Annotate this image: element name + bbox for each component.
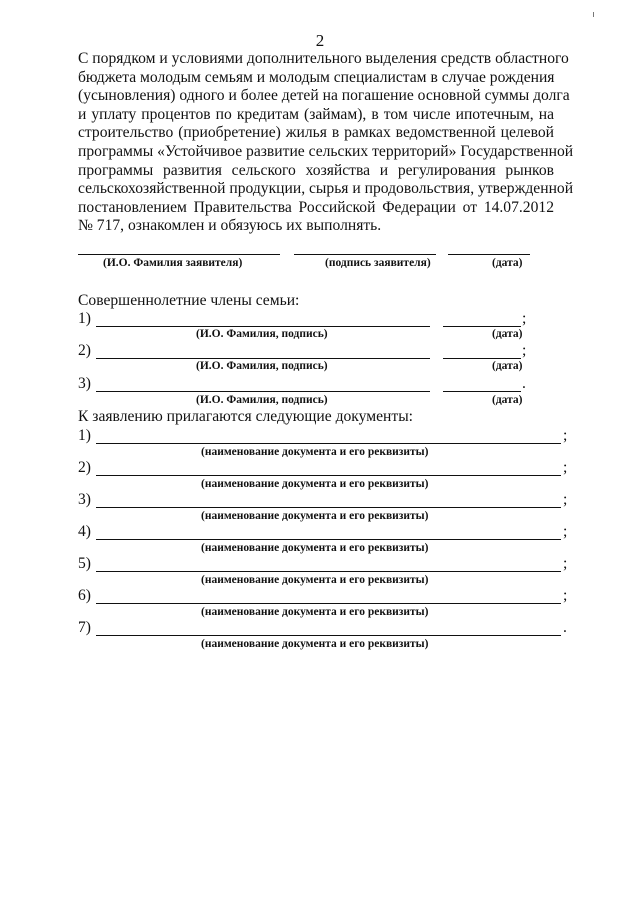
document-caption: (наименование документа и его реквизиты) xyxy=(201,638,429,650)
member-end-mark: . xyxy=(522,375,526,392)
document-field[interactable] xyxy=(96,603,561,604)
paragraph-line: и уплату процентов по кредитам (займам), в том числе ипотечным, на xyxy=(78,105,554,123)
document-number: 1) xyxy=(78,427,91,444)
member-number: 2) xyxy=(78,342,91,359)
paragraph-line: программы развития сельского хозяйства и регулирования рынков xyxy=(78,161,554,179)
document-caption: (наименование документа и его реквизиты) xyxy=(201,446,429,458)
document-end-mark: ; xyxy=(563,587,568,604)
member-caption: (И.О. Фамилия, подпись) xyxy=(196,394,328,406)
applicant-signature-caption: (подпись заявителя) xyxy=(325,257,431,269)
document-end-mark: ; xyxy=(563,491,568,508)
document-end-mark: ; xyxy=(563,523,568,540)
paragraph-line: постановлением Правительства Российской Федерации от 14.07.2012 xyxy=(78,198,554,216)
document-field[interactable] xyxy=(96,571,561,572)
applicant-date-field[interactable] xyxy=(448,254,530,255)
family-heading: Совершеннолетние члены семьи: xyxy=(78,292,300,309)
member-date-caption: (дата) xyxy=(492,360,523,372)
document-field[interactable] xyxy=(96,635,561,636)
document-number: 3) xyxy=(78,491,91,508)
member-end-mark: ; xyxy=(522,310,527,327)
member-caption: (И.О. Фамилия, подпись) xyxy=(196,360,328,372)
scan-speck xyxy=(593,12,594,17)
page-number: 2 xyxy=(315,31,325,50)
document-field[interactable] xyxy=(96,507,561,508)
document-end-mark: ; xyxy=(563,427,568,444)
member-number: 1) xyxy=(78,310,91,327)
document-number: 2) xyxy=(78,459,91,476)
member-date-field[interactable] xyxy=(443,326,521,327)
consent-paragraph xyxy=(78,50,574,236)
member-name-field[interactable] xyxy=(96,326,430,327)
member-date-field[interactable] xyxy=(443,358,521,359)
document-end-mark: ; xyxy=(563,459,568,476)
paragraph-line: С порядком и условиями дополнительного выделения средств областного xyxy=(78,50,569,67)
member-date-field[interactable] xyxy=(443,391,521,392)
document-number: 4) xyxy=(78,523,91,540)
applicant-name-field[interactable] xyxy=(78,254,280,255)
document-number: 6) xyxy=(78,587,91,604)
document-field[interactable] xyxy=(96,443,561,444)
applicant-name-caption: (И.О. Фамилия заявителя) xyxy=(103,257,243,269)
document-caption: (наименование документа и его реквизиты) xyxy=(201,478,429,490)
member-name-field[interactable] xyxy=(96,391,430,392)
document-number: 5) xyxy=(78,555,91,572)
member-end-mark: ; xyxy=(522,342,527,359)
document-field[interactable] xyxy=(96,539,561,540)
document-caption: (наименование документа и его реквизиты) xyxy=(201,510,429,522)
member-date-caption: (дата) xyxy=(492,328,523,340)
paragraph-line: сельскохозяйственной продукции, сырья и продовольствия, утвержденной xyxy=(78,180,574,198)
document-end-mark: . xyxy=(563,619,567,636)
member-number: 3) xyxy=(78,375,91,392)
document-end-mark: ; xyxy=(563,555,568,572)
paragraph-line: программы «Устойчивое развитие сельских территорий» Государственной xyxy=(78,142,574,160)
paragraph-line: бюджета молодым семьям и молодым специалистам в случае рождения xyxy=(78,68,555,86)
applicant-signature-field[interactable] xyxy=(294,254,436,255)
member-caption: (И.О. Фамилия, подпись) xyxy=(196,328,328,340)
document-caption: (наименование документа и его реквизиты) xyxy=(201,606,429,618)
paragraph-line: (усыновления) одного и более детей на погашение основной суммы долга xyxy=(78,87,570,105)
document-number: 7) xyxy=(78,619,91,636)
member-name-field[interactable] xyxy=(96,358,430,359)
paragraph-line: строительство (приобретение) жилья в рамках ведомственной целевой xyxy=(78,124,554,142)
applicant-date-caption: (дата) xyxy=(492,257,523,269)
member-date-caption: (дата) xyxy=(492,394,523,406)
document-caption: (наименование документа и его реквизиты) xyxy=(201,574,429,586)
paragraph-line: № 717, ознакомлен и обязуюсь их выполнять. xyxy=(78,217,382,235)
document-caption: (наименование документа и его реквизиты) xyxy=(201,542,429,554)
document-field[interactable] xyxy=(96,475,561,476)
documents-heading: К заявлению прилагаются следующие документы: xyxy=(78,408,414,425)
